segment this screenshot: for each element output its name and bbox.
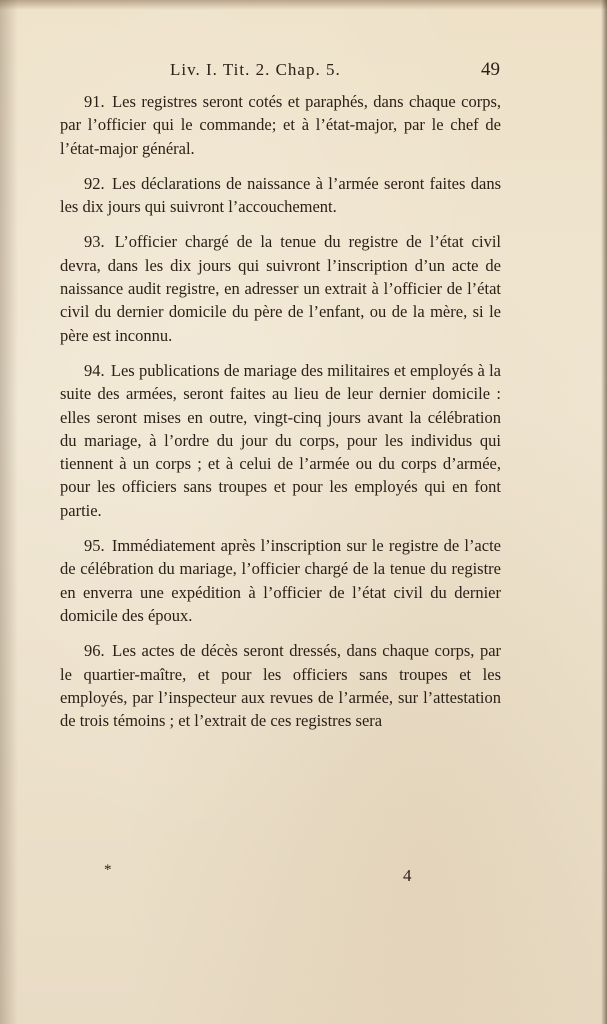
page-number: 49 [481, 59, 500, 80]
article-number: 91. [84, 92, 105, 111]
article-92 [60, 172, 501, 219]
article-number: 94. [84, 360, 105, 380]
article-96 [60, 639, 501, 732]
article-94 [60, 359, 501, 522]
page-top-edge [0, 0, 607, 10]
article-95 [60, 534, 501, 627]
article-number: 95. [84, 536, 105, 556]
article-text: L’officier chargé de la tenue du registre de l’état civil devra, dans les dix jours qui suivront l’inscription d’un acte de naissance audit registre, en adresser un extrait à l’officier de l’état civil du dernier domicile du père de l’enfant, ou de la mère, si le père est inconnu. [60, 232, 501, 345]
binding-shadow [0, 0, 18, 1024]
article-number: 92. [84, 173, 105, 193]
article-93 [60, 230, 501, 346]
article-text: Immédiatement après l’inscription sur le registre de l’acte de célébration du mariage, l’officier chargé de la tenue du registre en enverra une expédition à l’officier de l’état civil du dernier domicile des époux. [60, 536, 501, 625]
page-footer [60, 862, 505, 886]
body-text [60, 90, 501, 744]
running-head: Liv. I. Tit. 2. Chap. 5. [170, 60, 341, 79]
article-number: 96. [84, 641, 105, 661]
page-header [60, 60, 505, 86]
article-text: Les publications de mariage des militaires et employés à la suite des armées, seront faites au lieu de leur dernier domicile : elles seront mises en outre, vingt-cinq jours avant la célébration du mariage, à l’ordre du jour du corps, pour les individus qui tiennent à un corps ; et à celui de l’armée ou du corps d’armée, pour les officiers sans troupes et pour les employés qui en font partie. [60, 360, 501, 520]
article-91 [60, 90, 501, 160]
article-text: Les actes de décès seront dressés, dans chaque corps, par le quartier-maître, et pour les officiers sans troupes et les employés, par l’inspecteur aux revues de l’armée, sur l’attestation de trois témoins ; et l’extrait de ces registres sera [60, 641, 502, 731]
article-text: Les déclarations de naissance à l’armée seront faites dans les dix jours qui suivront l’accouchement. [60, 173, 501, 217]
article-text: Les registres seront cotés et paraphés, dans chaque corps, par l’officier qui le commande; et à l’état-major, par le chef de l’état-major général. [60, 92, 501, 158]
article-number: 93. [84, 232, 105, 252]
footnote-mark: * [104, 862, 112, 878]
signature-mark: 4 [403, 866, 412, 885]
page-right-edge [601, 0, 607, 1024]
